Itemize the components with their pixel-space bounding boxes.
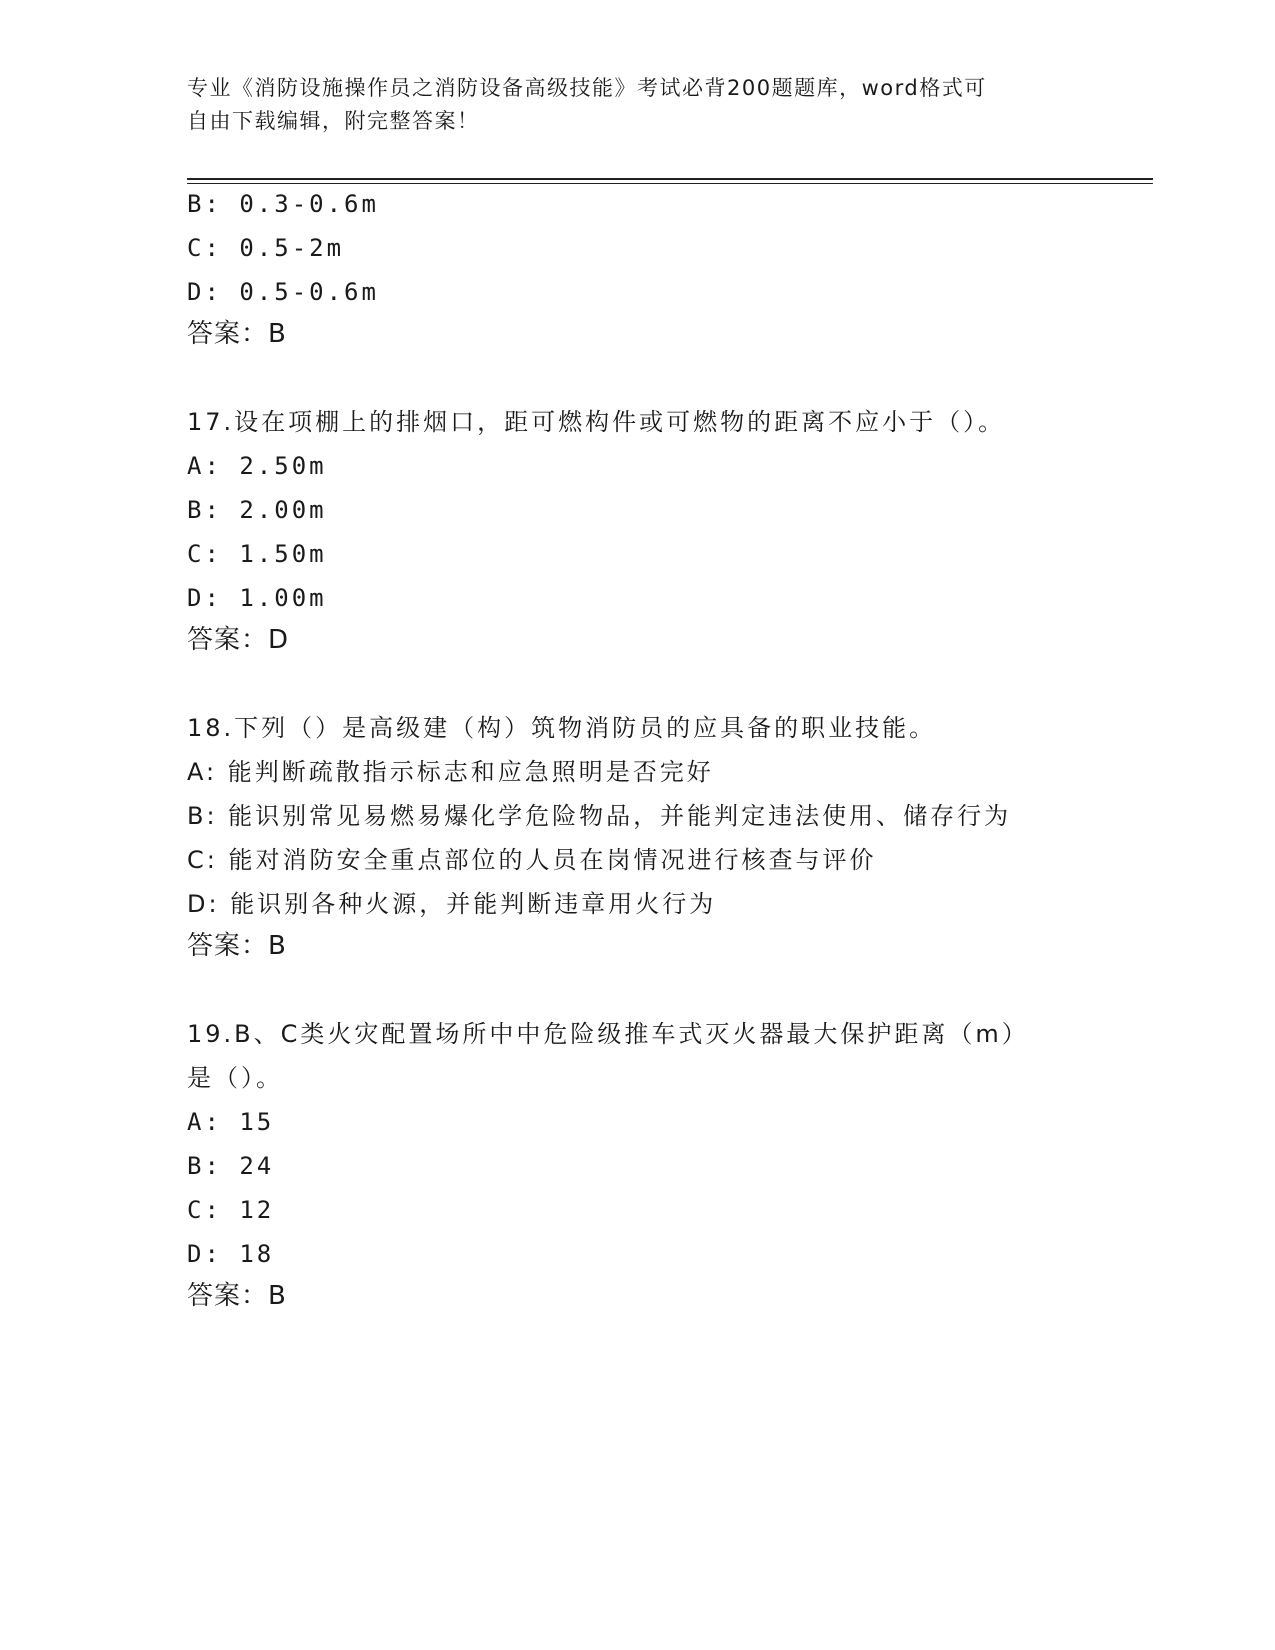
q17-option-b: B: 2.00m xyxy=(187,496,327,524)
prev-option-d: D: 0.5-0.6m xyxy=(187,278,379,306)
prev-option-c: C: 0.5-2m xyxy=(187,234,345,262)
header-line-2: 自由下载编辑，附完整答案！ xyxy=(187,109,480,133)
q17-option-d: D: 1.00m xyxy=(187,584,327,612)
q17-answer: 答案：D xyxy=(187,625,290,655)
prev-option-b: B: 0.3-0.6m xyxy=(187,190,379,218)
q18-option-a: A: 能判断疏散指示标志和应急照明是否完好 xyxy=(187,758,714,786)
q19-stem-line-1: 19.B、C类火灾配置场所中中危险级推车式灭火器最大保护距离（m） xyxy=(187,1020,1029,1048)
prev-answer: 答案：B xyxy=(187,319,287,349)
q17-option-c: C: 1.50m xyxy=(187,540,327,568)
q19-answer: 答案：B xyxy=(187,1281,287,1311)
q19-option-d: D: 18 xyxy=(187,1240,275,1268)
q18-stem: 18.下列（）是高级建（构）筑物消防员的应具备的职业技能。 xyxy=(187,714,937,742)
header-divider-thin xyxy=(187,183,1153,184)
q18-option-b: B: 能识别常见易燃易爆化学危险物品，并能判定违法使用、储存行为 xyxy=(187,802,1012,830)
q19-stem-line-2: 是（）。 xyxy=(187,1064,283,1092)
q19-option-c: C: 12 xyxy=(187,1196,275,1224)
q18-option-c: C: 能对消防安全重点部位的人员在岗情况进行核查与评价 xyxy=(187,846,877,874)
q17-stem: 17.设在项棚上的排烟口，距可燃构件或可燃物的距离不应小于（）。 xyxy=(187,408,1006,436)
q18-option-d: D: 能识别各种火源，并能判断违章用火行为 xyxy=(187,890,717,918)
header-line-1: 专业《消防设施操作员之消防设备高级技能》考试必背200题题库，word格式可 xyxy=(187,76,987,100)
header-divider-thick xyxy=(187,178,1153,180)
q18-answer: 答案：B xyxy=(187,931,287,961)
document-header xyxy=(187,72,1087,138)
q17-option-a: A: 2.50m xyxy=(187,452,327,480)
q19-option-a: A: 15 xyxy=(187,1108,275,1136)
q19-option-b: B: 24 xyxy=(187,1152,275,1180)
